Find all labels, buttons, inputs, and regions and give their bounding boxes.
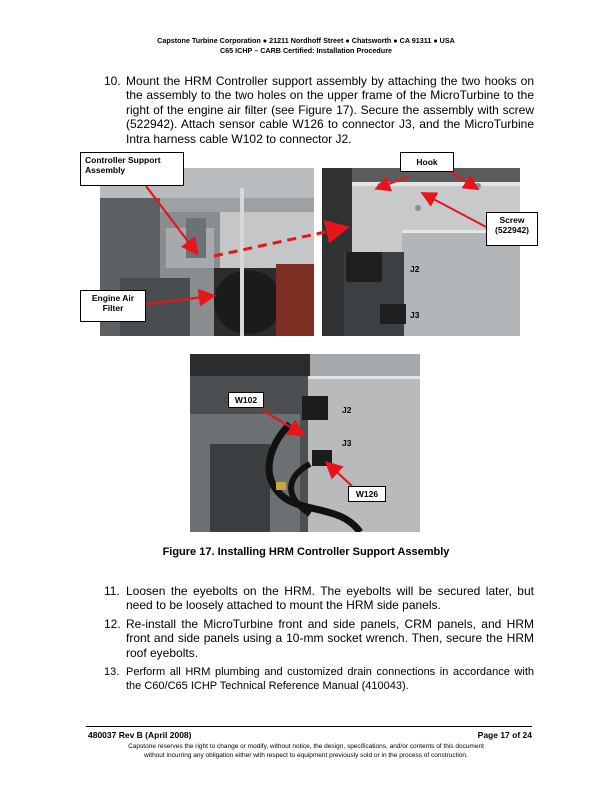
callout-w126: W126 [348,486,386,502]
callout-controller-support: Controller Support Assembly [80,152,184,186]
step-number: 10. [104,74,121,88]
figure-caption: Figure 17. Installing HRM Controller Support Assembly [162,546,450,558]
callout-w102: W102 [228,392,264,408]
disclaimer-line-2: without incurring any obligation either with respect to equipment previously sold or in the process of construction. [144,752,468,759]
step-13 [106,665,534,693]
step-number: 12. [104,617,121,631]
callout-hook: Hook [400,152,454,172]
step-11 [106,584,534,613]
label-j2-bottom: J2 [342,405,352,415]
arrow-w126 [328,464,352,486]
header-title-line: C65 ICHP – CARB Certified: Installation Procedure [219,46,392,55]
step-text: Loosen the eyebolts on the HRM. The eyebolts will be secured later, but need to be loosely attached to mount the HRM side panels. [126,584,534,613]
label-j2-top: J2 [410,264,420,274]
footer-disclaimer [0,742,612,760]
step-text: Perform all HRM plumbing and customized drain connections in accordance with the C60/C65 ICHP Technical Reference Manual (410043). [126,666,534,692]
footer-doc-number: 480037 Rev B (April 2008) [88,730,192,740]
step-12 [106,617,534,660]
step-number: 11. [104,584,120,598]
callout-screw: Screw (522942) [486,212,538,246]
arrow-engine-air-filter [146,296,212,304]
arrow-hook-right [448,170,476,188]
disclaimer-line-1: Capstone reserves the right to change or modify, without notice, the design, specifications, and/or contents of this document [128,743,484,750]
step-text: Re-install the MicroTurbine front and side panels, CRM panels, and HRM front and side panels using a 10-mm socket wrench. Then, secure the HRM roof eyebolts. [126,617,534,660]
callout-engine-air-filter: Engine Air Filter [80,290,146,322]
label-j3-bottom: J3 [342,438,352,448]
arrow-hook-left [378,176,410,188]
arrow-screw [424,194,488,228]
header-company-line: Capstone Turbine Corporation ● 21211 Nordhoff Street ● Chatsworth ● CA 91311 ● USA [157,36,455,45]
arrow-dashed-link [214,228,344,256]
arrow-controller-support [146,186,196,252]
label-j3-top: J3 [410,310,420,320]
footer-divider [86,726,532,727]
step-text: Mount the HRM Controller support assembly by attaching the two hooks on the assembly to the two holes on the upper frame of the MicroTurbine to the right of the engine air filter (see Figure 17). Secure the assembly with screw (522942). Attach sensor cable W126 to connector J3, and the MicroTurbine Intra harness cable W102 to connector J2. [126,74,534,146]
step-number: 13. [104,666,120,678]
footer-page-number: Page 17 of 24 [477,730,532,740]
arrow-w102 [262,410,302,434]
